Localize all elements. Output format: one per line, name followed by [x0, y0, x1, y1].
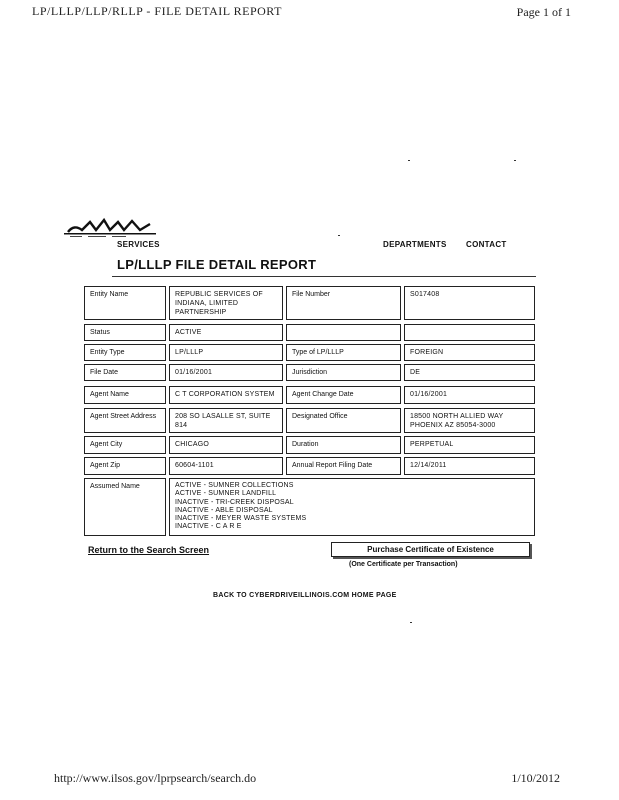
scan-speck	[514, 160, 516, 161]
empty-cell	[404, 324, 535, 341]
agent-change-date-label: Agent Change Date	[286, 386, 401, 404]
purchase-note: (One Certificate per Transaction)	[349, 561, 458, 568]
print-header-title: LP/LLLP/LLP/RLLP - FILE DETAIL REPORT	[32, 4, 282, 18]
agent-street-value: 208 SO LASALLE ST, SUITE 814	[169, 408, 283, 433]
agent-zip-value: 60604-1101	[169, 457, 283, 475]
status-value: ACTIVE	[169, 324, 283, 341]
scan-speck	[410, 622, 412, 623]
entity-type-label: Entity Type	[84, 344, 166, 361]
title-divider	[112, 276, 536, 277]
agent-name-value: C T CORPORATION SYSTEM	[169, 386, 283, 404]
assumed-name-item: INACTIVE - ABLE DISPOSAL	[175, 506, 273, 514]
agent-name-label: Agent Name	[84, 386, 166, 404]
assumed-name-list	[169, 478, 535, 536]
assumed-name-label: Assumed Name	[84, 478, 166, 536]
assumed-name-item: INACTIVE - MEYER WASTE SYSTEMS	[175, 515, 307, 522]
file-number-label: File Number	[286, 286, 401, 320]
file-date-value: 01/16/2001	[169, 364, 283, 381]
annual-report-value: 12/14/2011	[404, 457, 535, 475]
designated-office-label: Designated Office	[286, 408, 401, 433]
jurisdiction-value: DE	[404, 364, 535, 381]
type-of-lp-label: Type of LP/LLLP	[286, 344, 401, 361]
report-title: LP/LLLP FILE DETAIL REPORT	[117, 257, 317, 272]
print-header-page-number: Page 1 of 1	[516, 5, 571, 19]
empty-cell	[286, 324, 401, 341]
cyberdrive-illinois-logo	[60, 212, 160, 240]
assumed-name-item: ACTIVE - SUMNER COLLECTIONS	[175, 482, 294, 489]
entity-name-label: Entity Name	[84, 286, 166, 320]
nav-services[interactable]: SERVICES	[117, 240, 160, 249]
scan-speck	[338, 235, 340, 236]
agent-change-date-value: 01/16/2001	[404, 386, 535, 404]
print-footer-url: http://www.ilsos.gov/lprpsearch/search.do	[54, 771, 257, 785]
nav-departments[interactable]: DEPARTMENTS	[383, 240, 447, 249]
assumed-name-item: ACTIVE - SUMNER LANDFILL	[175, 490, 277, 498]
file-number-value: S017408	[404, 286, 535, 320]
scan-speck	[408, 160, 410, 161]
entity-name-value: REPUBLIC SERVICES OF INDIANA, LIMITED PARTNERSHIP	[169, 286, 283, 320]
print-footer-date: 1/10/2012	[511, 771, 560, 785]
purchase-certificate-button[interactable]: Purchase Certificate of Existence	[331, 542, 530, 557]
assumed-name-item: INACTIVE - TRI-CREEK DISPOSAL	[175, 498, 294, 506]
duration-value: PERPETUAL	[404, 436, 535, 454]
nav-contact[interactable]: CONTACT	[466, 240, 507, 249]
agent-city-label: Agent City	[84, 436, 166, 454]
agent-zip-label: Agent Zip	[84, 457, 166, 475]
back-to-home-link[interactable]: BACK TO CYBERDRIVEILLINOIS.COM HOME PAGE	[213, 592, 397, 599]
agent-street-label: Agent Street Address	[84, 408, 166, 433]
file-date-label: File Date	[84, 364, 166, 381]
assumed-name-item: INACTIVE - C A R E	[175, 523, 242, 531]
annual-report-label: Annual Report Filing Date	[286, 457, 401, 475]
designated-office-value: 18500 NORTH ALLIED WAY PHOENIX AZ 85054-3000	[404, 408, 535, 433]
status-label: Status	[84, 324, 166, 341]
return-to-search-link[interactable]: Return to the Search Screen	[88, 545, 210, 555]
type-of-lp-value: FOREIGN	[404, 344, 535, 361]
duration-label: Duration	[286, 436, 401, 454]
agent-city-value: CHICAGO	[169, 436, 283, 454]
jurisdiction-label: Jurisdiction	[286, 364, 401, 381]
entity-type-value: LP/LLLP	[169, 344, 283, 361]
